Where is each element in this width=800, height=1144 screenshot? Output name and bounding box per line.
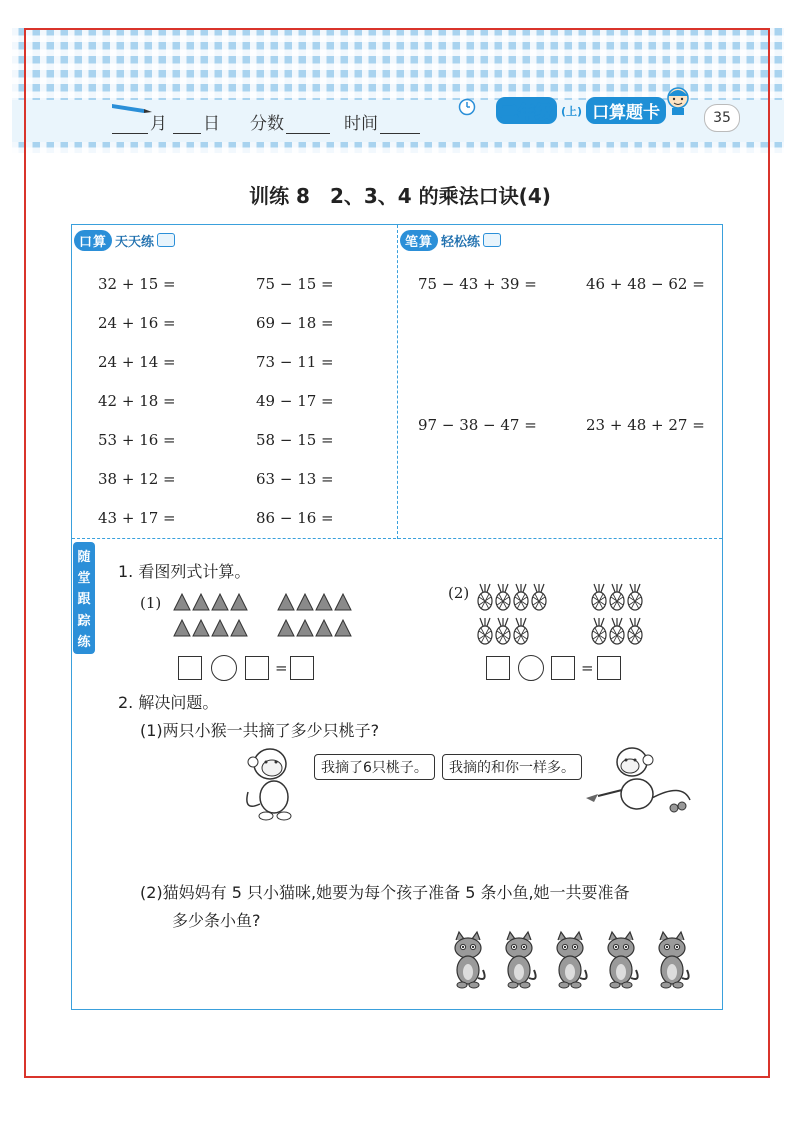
triangles-figure [172,592,358,642]
page-number: 35 [704,104,740,132]
oral-practice-tag [74,229,175,251]
q1-part2-label: (2) [448,584,470,602]
book-icon [483,233,501,247]
follow-practice-tag [73,542,95,654]
book-icon [157,233,175,247]
question-1-title: 1. 看图列式计算。 [118,562,251,581]
answer-box[interactable] [597,656,621,680]
clock-icon [458,98,476,116]
side-tag-char: 踪 [77,613,91,629]
brand-grade: 二年级 [496,97,557,124]
question-2-title: 2. 解决问题。 [118,693,219,712]
section-divider-vertical [397,225,398,539]
question-2-part1: (1)两只小猴一共摘了多少只桃子? [140,721,380,740]
oral-right-3: 73 − 11 = [256,353,334,371]
oral-left-4: 42 + 18 = [98,392,176,410]
monkey-right-illustration [582,742,698,822]
equals-sign: = [275,659,288,677]
speech-bubble-right: 我摘的和你一样多。 [442,754,582,780]
brand-book: 口算题卡 [586,97,666,124]
kittens-illustration [446,930,706,992]
header-fields [110,100,422,134]
score-blank[interactable] [286,113,330,134]
brand-half: (上) [561,104,583,118]
pineapples-figure [474,582,654,652]
page-title: 训练 8 2、3、4 的乘法口诀(4) [249,184,551,208]
written-3: 97 − 38 − 47 = [418,416,537,434]
written-practice-tag [400,229,501,251]
answer-box[interactable] [290,656,314,680]
oral-left-3: 24 + 14 = [98,353,176,371]
mascot-icon [664,86,692,116]
oral-right-4: 49 − 17 = [256,392,334,410]
operator-circle[interactable] [211,655,237,681]
answer-box[interactable] [245,656,269,680]
oral-right-1: 75 − 15 = [256,275,334,293]
oral-tag-pill: 口算 [74,230,112,251]
side-tag-char: 堂 [77,571,91,587]
oral-right-5: 58 − 15 = [256,431,334,449]
time-label: 时间 [344,114,378,134]
month-label: 月 [150,114,167,134]
answer-box[interactable] [178,656,202,680]
time-blank[interactable] [380,113,420,134]
side-tag-char: 跟 [77,592,91,608]
brand-logo [496,97,666,124]
question-2-part2-line2: 多少条小鱼? [172,911,261,930]
oral-right-2: 69 − 18 = [256,314,334,332]
speech-bubble-left: 我摘了6只桃子。 [314,754,435,780]
equals-sign: = [581,659,594,677]
written-tag-text: 轻松练 [441,234,481,250]
oral-left-1: 32 + 15 = [98,275,176,293]
oral-tag-text: 天天练 [115,234,155,250]
operator-circle[interactable] [518,655,544,681]
side-tag-char: 练 [77,634,91,650]
oral-left-2: 24 + 16 = [98,314,176,332]
q1-part1-label: (1) [140,594,162,612]
oral-right-6: 63 − 13 = [256,470,334,488]
answer-box[interactable] [486,656,510,680]
oral-right-7: 86 − 16 = [256,509,334,527]
answer-box[interactable] [551,656,575,680]
written-2: 46 + 48 − 62 = [586,275,705,293]
day-blank[interactable] [173,113,201,134]
side-tag-char: 随 [77,550,91,566]
written-tag-pill: 笔算 [400,230,438,251]
section-divider-horizontal [72,538,722,539]
monkey-left-illustration [238,742,308,822]
score-label: 分数 [250,114,284,134]
oral-left-7: 43 + 17 = [98,509,176,527]
day-label: 日 [203,114,220,134]
oral-left-6: 38 + 12 = [98,470,176,488]
question-2-part2-line1: (2)猫妈妈有 5 只小猫咪,她要为每个孩子准备 5 条小鱼,她一共要准备 [140,883,630,902]
oral-left-5: 53 + 16 = [98,431,176,449]
written-4: 23 + 48 + 27 = [586,416,705,434]
month-blank[interactable] [112,113,148,134]
written-1: 75 − 43 + 39 = [418,275,537,293]
